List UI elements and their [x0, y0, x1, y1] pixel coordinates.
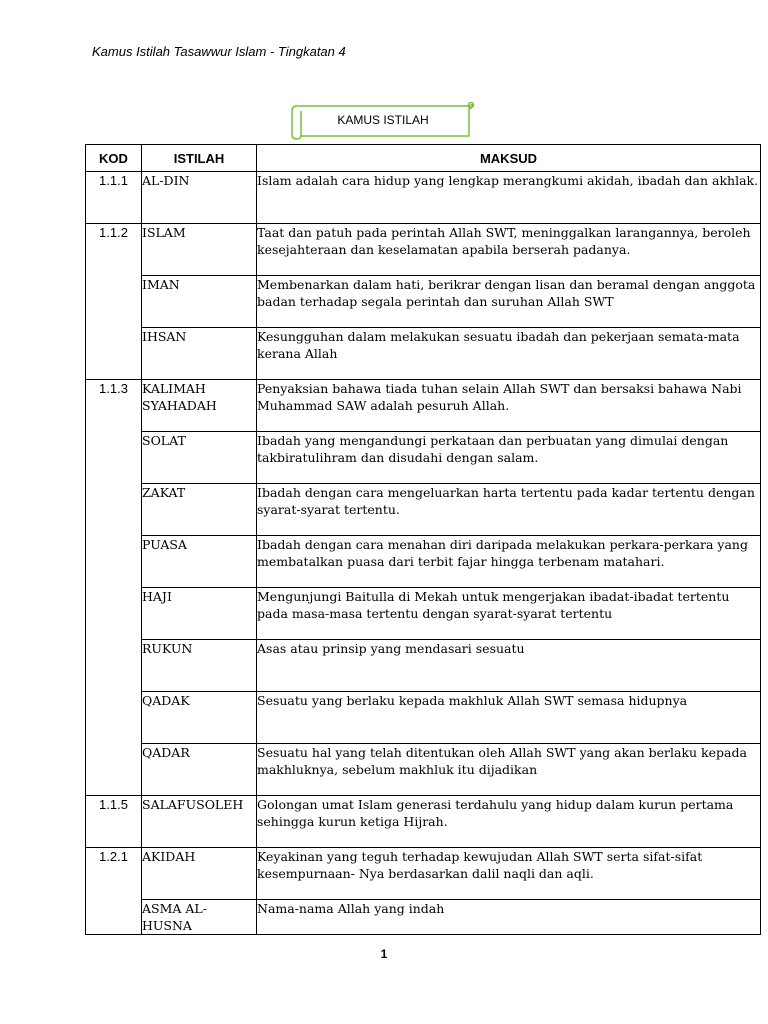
term-cell: IHSAN [142, 328, 257, 380]
term-cell: ASMA AL-HUSNA [142, 900, 257, 935]
term-cell: KALIMAH SYAHADAH [142, 380, 257, 432]
table-row [86, 276, 761, 328]
term-cell: AL-DIN [142, 172, 257, 224]
term-cell: SOLAT [142, 432, 257, 484]
table-row [86, 172, 761, 224]
page-number: 1 [380, 947, 388, 961]
term-cell: SALAFUSOLEH [142, 796, 257, 848]
meaning-cell: Penyaksian bahawa tiada tuhan selain Allah SWT dan bersaksi bahawa Nabi Muhammad SAW adalah pesuruh Allah. [257, 380, 761, 432]
term-cell: ZAKAT [142, 484, 257, 536]
meaning-cell: Ibadah dengan cara mengeluarkan harta tertentu pada kadar tertentu dengan syarat-syarat tertentu. [257, 484, 761, 536]
kod-cell: 1.1.1 [86, 172, 142, 224]
meaning-cell: Keyakinan yang teguh terhadap kewujudan Allah SWT serta sifat-sifat kesempurnaan- Nya berdasarkan dalil naqli dan aqli. [257, 848, 761, 900]
column-header-maksud: MAKSUD [257, 145, 761, 172]
meaning-cell: Taat dan patuh pada perintah Allah SWT, meninggalkan larangannya, beroleh kesejahteraan dan keselamatan apabila berserah padanya. [257, 224, 761, 276]
meaning-cell: Ibadah yang mengandungi perkataan dan perbuatan yang dimulai dengan takbiratulihram dan disudahi dengan salam. [257, 432, 761, 484]
table-row [86, 328, 761, 380]
term-cell: IMAN [142, 276, 257, 328]
meaning-cell: Sesuatu hal yang telah ditentukan oleh Allah SWT yang akan berlaku kepada makhluknya, sebelum makhluk itu dijadikan [257, 744, 761, 796]
table-row [86, 588, 761, 640]
table-row [86, 744, 761, 796]
term-cell: RUKUN [142, 640, 257, 692]
meaning-cell: Sesuatu yang berlaku kepada makhluk Allah SWT semasa hidupnya [257, 692, 761, 744]
term-cell: HAJI [142, 588, 257, 640]
meaning-cell: Asas atau prinsip yang mendasari sesuatu [257, 640, 761, 692]
kod-cell: 1.2.1 [86, 848, 142, 935]
document-header: Kamus Istilah Tasawwur Islam - Tingkatan 4 [92, 44, 346, 59]
table-row [86, 380, 761, 432]
column-header-kod: KOD [86, 145, 142, 172]
table-row [86, 692, 761, 744]
scroll-banner [291, 102, 475, 140]
meaning-cell: Kesungguhan dalam melakukan sesuatu ibadah dan pekerjaan semata-mata kerana Allah [257, 328, 761, 380]
term-cell: ISLAM [142, 224, 257, 276]
kod-cell: 1.1.3 [86, 380, 142, 796]
table-row [86, 900, 761, 935]
table-row [86, 484, 761, 536]
table-row [86, 796, 761, 848]
term-cell: QADAR [142, 744, 257, 796]
term-cell: QADAK [142, 692, 257, 744]
table-row [86, 848, 761, 900]
meaning-cell: Mengunjungi Baitulla di Mekah untuk mengerjakan ibadat-ibadat tertentu pada masa-masa tertentu dengan syarat-syarat tertentu [257, 588, 761, 640]
term-cell: AKIDAH [142, 848, 257, 900]
table-row [86, 536, 761, 588]
column-header-istilah: ISTILAH [142, 145, 257, 172]
meaning-cell: Ibadah dengan cara menahan diri daripada melakukan perkara-perkara yang membatalkan puasa dari terbit fajar hingga terbenam matahari. [257, 536, 761, 588]
meaning-cell: Golongan umat Islam generasi terdahulu yang hidup dalam kurun pertama sehingga kurun ketiga Hijrah. [257, 796, 761, 848]
glossary-table [85, 144, 761, 935]
meaning-cell: Islam adalah cara hidup yang lengkap merangkumi akidah, ibadah dan akhlak. [257, 172, 761, 224]
banner-title: KAMUS ISTILAH [337, 113, 429, 127]
table-row [86, 640, 761, 692]
term-cell: PUASA [142, 536, 257, 588]
table-header-row [86, 145, 761, 172]
kod-cell: 1.1.2 [86, 224, 142, 380]
kod-cell: 1.1.5 [86, 796, 142, 848]
meaning-cell: Membenarkan dalam hati, berikrar dengan lisan dan beramal dengan anggota badan terhadap segala perintah dan suruhan Allah SWT [257, 276, 761, 328]
table-row [86, 432, 761, 484]
table-row [86, 224, 761, 276]
meaning-cell: Nama-nama Allah yang indah [257, 900, 761, 935]
